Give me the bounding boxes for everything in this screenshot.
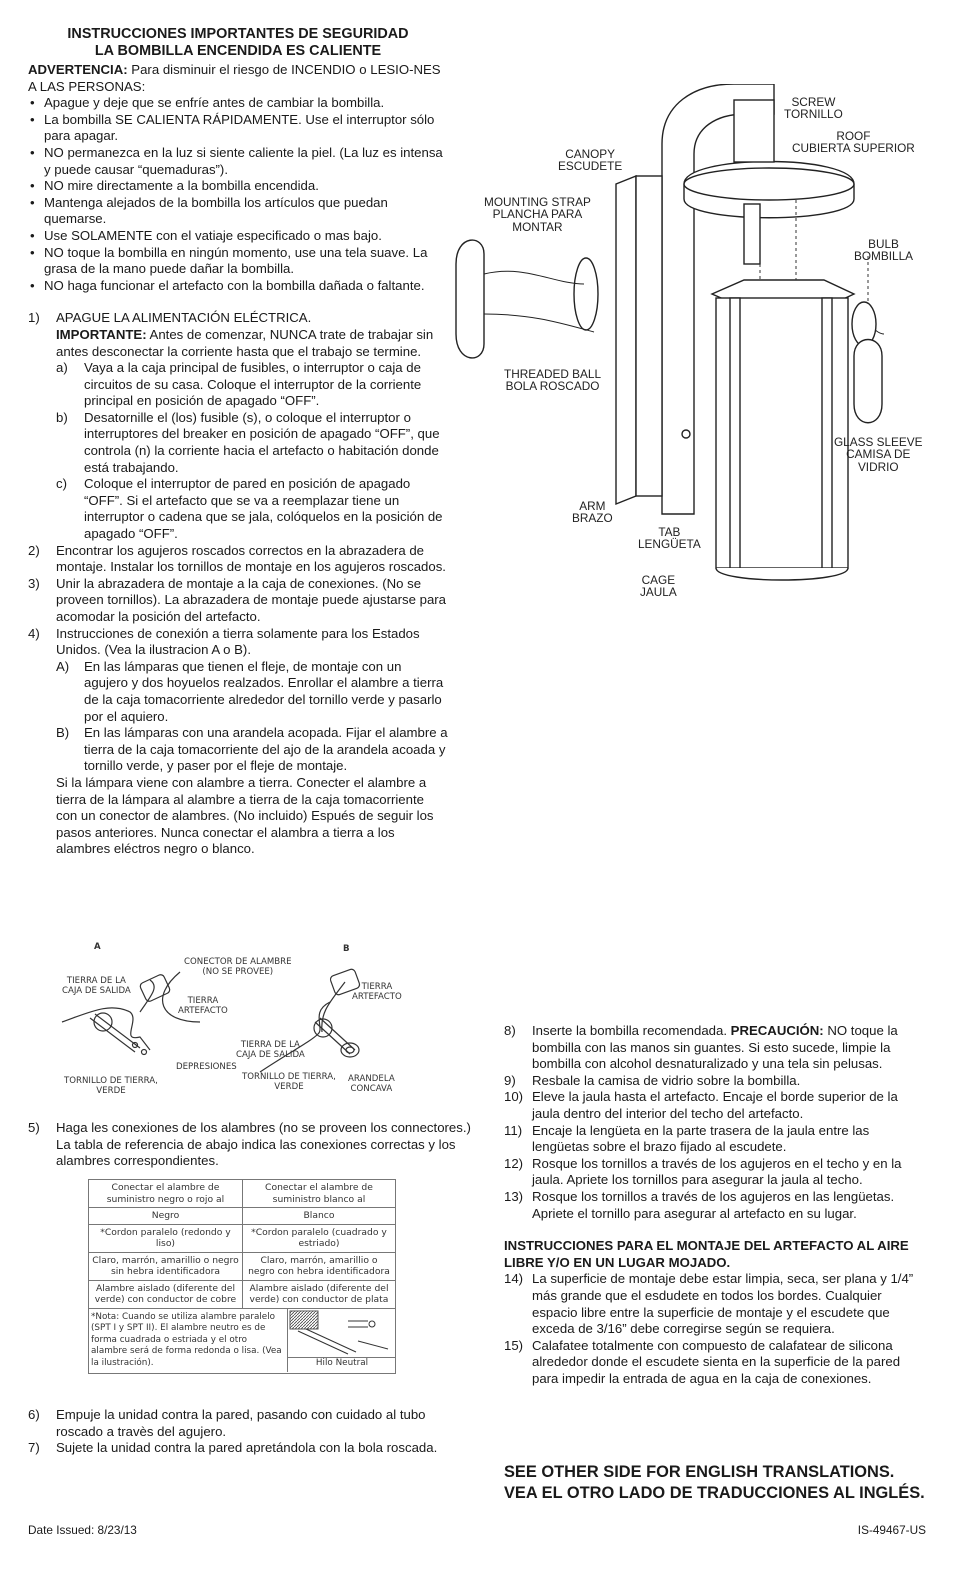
step-number: 3) bbox=[28, 575, 40, 591]
label-roof: ROOF CUBIERTA SUPERIOR bbox=[792, 129, 915, 156]
table-row bbox=[89, 1180, 396, 1208]
connection-table-block bbox=[88, 1179, 396, 1374]
warning-label: ADVERTENCIA: bbox=[28, 62, 128, 77]
step-number: 12) bbox=[504, 1155, 524, 1171]
left-column bbox=[28, 26, 448, 858]
label-cage: CAGE JAULA bbox=[640, 573, 677, 600]
table-row bbox=[89, 1224, 396, 1252]
hatched-wire-end bbox=[290, 1311, 318, 1329]
b-fixture-ground-label: TIERRA ARTEFACTO bbox=[352, 982, 402, 1002]
neutral-label: Hilo Neutral bbox=[288, 1357, 396, 1370]
english-notice-line-2: VEA EL OTRO LADO DE TRADUCCIONES AL INGLÉS. bbox=[504, 1484, 925, 1502]
english-translation-notice bbox=[504, 1462, 934, 1504]
step-13 bbox=[504, 1189, 924, 1222]
cage-bottom bbox=[716, 568, 848, 580]
step-number: 11) bbox=[504, 1122, 523, 1138]
step-12 bbox=[504, 1156, 924, 1189]
step-4 bbox=[28, 626, 448, 858]
step-text: La superficie de montaje debe estar limpia, seca, ser plana y 1/4” más grande que el esdudete en todos los bordes. Cualquier espacio libre entre la superficie de montaje y el escudete que exceda de 3/16” debe corregirse según se requiera. bbox=[532, 1271, 914, 1337]
table-cell: *Cordon paralelo (redondo y liso) bbox=[89, 1224, 243, 1252]
junction-box bbox=[456, 240, 484, 358]
step-14 bbox=[504, 1271, 924, 1337]
table-cell: Negro bbox=[89, 1208, 243, 1225]
step-1 bbox=[28, 310, 448, 542]
important-text: Antes de comenzar, NUNCA trate de trabajar sin antes desconectar la corriente hasta que el trabajo se termine. bbox=[56, 326, 434, 359]
step-number: 15) bbox=[504, 1337, 524, 1353]
step-1-title: APAGUE LA ALIMENTACIÓN ELÉCTRICA. bbox=[56, 310, 312, 326]
label-threaded-ball: THREADED BALL BOLA ROSCADO bbox=[504, 367, 602, 394]
sub-text: En las lámparas que tienen el fleje, de montaje con un agujero y dos hoyuelos realzados. Enrollar el alambre a tierra de la caja tomacorriente alrededor del tornillo verde y pasarlo por el aquiero. bbox=[84, 658, 444, 724]
step-text: Rosque los tornillos a través de los agujeros en las lengüetas. Apriete el tornillo para asegurar al artefacto en su lugar. bbox=[532, 1188, 895, 1221]
tab-screw bbox=[682, 430, 690, 438]
safety-bullet: • NO toque la bombilla en ningún momento, use una tela suave. La grasa de la mano puede dañar la bombilla. bbox=[28, 245, 448, 278]
table-cell: Blanco bbox=[242, 1208, 395, 1225]
step-2 bbox=[28, 543, 448, 576]
table-cell: Claro, marrón, amarillio o negro con hebra identificadora bbox=[242, 1252, 395, 1280]
sub-number: b) bbox=[56, 409, 68, 425]
step-5 bbox=[28, 1120, 476, 1170]
canopy-side bbox=[616, 176, 636, 504]
step-9 bbox=[504, 1073, 924, 1090]
mounting-strap bbox=[574, 258, 598, 330]
step-text: Empuje la unidad contra la pared, pasando con cuidado al tubo roscado a travès del agujero. bbox=[56, 1407, 426, 1439]
caution-label: PRECAUCIÓN: bbox=[730, 1023, 824, 1038]
safety-bullet: • Mantenga alejados de la bombilla los artículos que puedan quemarse. bbox=[28, 195, 448, 228]
wire-tip-1 bbox=[348, 1321, 368, 1327]
safety-title-2: LA BOMBILLA ENCENDIDA ES CALIENTE bbox=[94, 43, 382, 59]
step-text: Encaje la lengüeta en la parte trasera de la jaula entre las lengüetas sobre el brazo fijado al escudete. bbox=[532, 1122, 870, 1155]
ground-strap-b bbox=[315, 1018, 355, 1054]
sub-text: Coloque el interruptor de pared en posición de apagado “OFF”. Si el artefacto que se va a reemplazar tiene un interruptor o cadena que se jala, colóquelos en la posición de apagado “OFF”. bbox=[84, 476, 443, 542]
wet-location-title: INSTRUCCIONES PARA EL MONTAJE DEL ARTEFACTO AL AIRE LIBRE Y/O EN UN LUGAR MOJADO. bbox=[504, 1238, 909, 1270]
safety-bullet: • NO permanezca en la luz si siente caliente la piel. (La luz es intensa y puede causar “quemaduras”). bbox=[28, 145, 448, 178]
date-issued: Date Issued: 8/23/13 bbox=[28, 1523, 137, 1537]
table-note-row bbox=[88, 1309, 396, 1374]
table-row bbox=[89, 1208, 396, 1225]
step-number: 9) bbox=[504, 1072, 516, 1088]
sub-text: Vaya a la caja principal de fusibles, o interruptor o caja de circuitos de su casa. Coloque el interruptor de la corriente principal en posición de apagado “OFF”. bbox=[84, 360, 422, 409]
step-8 bbox=[504, 1023, 924, 1073]
neutral-wire-drawing bbox=[288, 1309, 396, 1359]
sub-number: A) bbox=[56, 658, 70, 674]
cage-bar-2 bbox=[822, 298, 832, 568]
safety-bullet: • NO haga funcionar el artefacto con la bombilla dañada o faltante. bbox=[28, 278, 448, 295]
cupped-washer-inner bbox=[346, 1047, 354, 1053]
fixture-diagram bbox=[454, 84, 944, 604]
label-bulb: BULB BOMBILLA bbox=[854, 237, 914, 264]
step-1b bbox=[56, 410, 448, 476]
roof-bracket bbox=[734, 100, 774, 162]
step-number: 1) bbox=[28, 310, 40, 326]
sub-text: En las lámparas con una arandela acopada. Fijar el alambre a tierra de la caja tomacorriente del ajo de la arandela acoada y tornillo verde, y paser por el fleje de montaje. bbox=[84, 725, 448, 774]
table-cell: Conectar el alambre de suministro negro o rojo al bbox=[89, 1180, 243, 1208]
warning-paragraph bbox=[28, 62, 448, 95]
b-screw-label: TORNILLO DE TIERRA, VERDE bbox=[242, 1072, 336, 1092]
socket bbox=[744, 204, 760, 264]
step-1a bbox=[56, 360, 448, 410]
roof-top bbox=[684, 168, 854, 200]
step-1-important bbox=[56, 327, 448, 360]
sub-number: c) bbox=[56, 476, 67, 492]
english-notice-line-1: SEE OTHER SIDE FOR ENGLISH TRANSLATIONS. bbox=[504, 1463, 895, 1481]
label-glass-sleeve: GLASS SLEEVE CAMISA DE VIDRIO bbox=[834, 435, 923, 474]
b-box-ground-label: TIERRA DE LA CAJA DE SALIDA bbox=[236, 1040, 305, 1060]
step-text: Encontrar los agujeros roscados correctos en la abrazadera de montaje. Instalar los tornillos de montaje en los agujeros roscados. bbox=[56, 542, 446, 575]
a-dimples-label: DEPRESIONES bbox=[176, 1062, 237, 1072]
important-label: IMPORTANTE: bbox=[56, 326, 147, 342]
diagram-label-b: B bbox=[343, 944, 350, 954]
label-screw: SCREW TORNILLO bbox=[784, 95, 843, 122]
parallel-cord bbox=[298, 1329, 356, 1354]
cage-bar-1 bbox=[730, 298, 740, 568]
table-cell: Claro, marrón, amarillio o negro sin hebra identificadora bbox=[89, 1252, 243, 1280]
step-1c bbox=[56, 476, 448, 542]
step-7 bbox=[28, 1440, 448, 1457]
safety-bullet-list bbox=[28, 95, 448, 294]
a-screw-label: TORNILLO DE TIERRA, VERDE bbox=[64, 1076, 158, 1096]
step-text: Haga les conexiones de los alambres (no se proveen los connectores.) La tabla de referencia de abajo indica las conexiones correctas y los alambres correspondientes. bbox=[56, 1120, 471, 1169]
step-text: Resbale la camisa de vidrio sobre la bombilla. bbox=[532, 1072, 801, 1088]
step-number: 14) bbox=[504, 1271, 524, 1287]
label-canopy: CANOPY ESCUDETE bbox=[558, 147, 623, 174]
step-text: Inserte la bombilla recomendada. bbox=[532, 1023, 731, 1038]
step-number: 7) bbox=[28, 1440, 40, 1456]
canopy-plate bbox=[636, 176, 662, 496]
label-tab: TAB LENGÜETA bbox=[638, 525, 701, 552]
table-cell: Alambre aislado (diferente del verde) con conductor de cobre bbox=[89, 1280, 243, 1308]
step-number: 13) bbox=[504, 1188, 524, 1204]
step-15 bbox=[504, 1338, 924, 1388]
right-column bbox=[504, 1023, 924, 1387]
step-4b bbox=[56, 725, 448, 775]
b-washer-label: ARANDELA CONCAVA bbox=[348, 1074, 395, 1094]
table-cell: Conectar el alambre de suministro blanco al bbox=[242, 1180, 395, 1208]
safety-bullet: • Use SOLAMENTE con el vatiaje especificado o mas bajo. bbox=[28, 228, 448, 245]
a-box-ground-label: TIERRA DE LA CAJA DE SALIDA bbox=[62, 976, 131, 996]
screw-head-b bbox=[314, 1019, 332, 1037]
neutral-wire-illustration bbox=[287, 1309, 396, 1372]
step-text: Rosque los tornillos a través de los agujeros en el techo y en la jaula. Apriete los tornillos para asegurar la jaula al techo. bbox=[532, 1155, 902, 1188]
table-note: *Nota: Cuando se utiliza alambre paralelo (SPT I y SPT II). El alambre neutro es de forma cuadrada o estriada y el otro alambre será de forma redonda o lisa. (Vea la ilustración). bbox=[91, 1311, 282, 1368]
step-3 bbox=[28, 576, 448, 626]
step-text: Eleve la jaula hasta el artefacto. Encaje el borde superior de la jaula dentro del interior del techo del artefacto. bbox=[532, 1089, 898, 1121]
safety-title-1: INSTRUCCIONES IMPORTANTES DE SEGURIDAD bbox=[67, 26, 409, 42]
step-number: 6) bbox=[28, 1407, 40, 1422]
sub-number: B) bbox=[56, 725, 70, 741]
step-6 bbox=[28, 1407, 448, 1440]
warning-text: Para disminuir el riesgo de INCENDIO o LESIO-NES A LAS PERSONAS: bbox=[28, 62, 441, 94]
step-10 bbox=[504, 1089, 924, 1122]
wire-tip-circle bbox=[369, 1321, 375, 1327]
table-cell: *Cordon paralelo (cuadrado y estriado) bbox=[242, 1224, 395, 1252]
connection-table bbox=[88, 1179, 396, 1309]
label-mounting-strap: MOUNTING STRAP PLANCHA PARA MONTAR bbox=[484, 195, 591, 234]
glass-sleeve bbox=[854, 340, 882, 423]
diagram-label-a: A bbox=[94, 942, 101, 952]
step-text: Unir la abrazadera de montaje a la caja de conexiones. (No se proveen tornillos). La abrazadera de montaje puede ajustarse para acomodar la posición del artefacto. bbox=[56, 575, 447, 624]
connector-label: CONECTOR DE ALAMBRE (NO SE PROVEE) bbox=[184, 957, 292, 977]
sub-number: a) bbox=[56, 360, 68, 376]
wiring-diagram bbox=[60, 942, 400, 1102]
table-row bbox=[89, 1280, 396, 1308]
table-cell: Alambre aislado (diferente del verde) con conductor de plata bbox=[242, 1280, 395, 1308]
sub-text: Desatornille el (los) fusible (s), o coloque el interruptor o interruptores del breaker en posición de apagado “OFF”, que controla (n) la corriente hacia el artefacto o habitación donde está trabajando. bbox=[84, 409, 440, 475]
step-text: Sujete la unidad contra la pared apretándola con la bola roscada. bbox=[56, 1440, 438, 1456]
dimple-2 bbox=[142, 1050, 147, 1055]
step-text: NO toque la bombilla con las manos sin guantes. Si esto sucede, limpie la bombilla con alcohol desnaturalizado y una tela sin pelusas. bbox=[532, 1023, 898, 1072]
wire-b-ground-box bbox=[260, 1002, 330, 1072]
step-number: 5) bbox=[28, 1120, 40, 1135]
step-number: 4) bbox=[28, 625, 40, 641]
step-4a bbox=[56, 659, 448, 725]
safety-bullet: • NO mire directamente a la bombilla encendida. bbox=[28, 178, 448, 195]
step-number: 10) bbox=[504, 1089, 524, 1105]
wire-a-loop bbox=[140, 980, 154, 1012]
document-id: IS-49467-US bbox=[857, 1523, 926, 1537]
step-4-note: Si la lámpara viene con alambre a tierra. Conecter el alambre a tierra de la lámpara al alambre a tierra de la caja tomacorriente con un conector de alambres. (No incluido) Espués de seguir los pasos anteriores. Nunca conectar el alambra a tierra a los alambres eléctros negro o blanco. bbox=[56, 774, 434, 857]
step-text: Instrucciones de conexión a tierra solamente para los Estados Unidos. (Vea la ilustracion A o B). bbox=[56, 625, 420, 658]
safety-bullet: • Apague y deje que se enfríe antes de cambiar la bombilla. bbox=[28, 95, 448, 112]
wire-tip-2 bbox=[358, 1341, 388, 1349]
steps-6-7 bbox=[28, 1407, 448, 1457]
a-fixture-ground-label: TIERRA ARTEFACTO bbox=[178, 996, 228, 1016]
step-number: 8) bbox=[504, 1023, 516, 1038]
step-text: Calafatee totalmente con compuesto de calafatear de silicona alrededor donde el escudete sienta en la superficie de la pared para impedir la entrada de agua en la caja de conexiones. bbox=[532, 1337, 901, 1386]
step-number: 2) bbox=[28, 542, 40, 558]
safety-bullet: • La bombilla SE CALIENTA RÁPIDAMENTE. Use el interruptor sólo para apagar. bbox=[28, 112, 448, 145]
label-arm: ARM BRAZO bbox=[572, 499, 613, 526]
table-row bbox=[89, 1252, 396, 1280]
step-11 bbox=[504, 1123, 924, 1156]
